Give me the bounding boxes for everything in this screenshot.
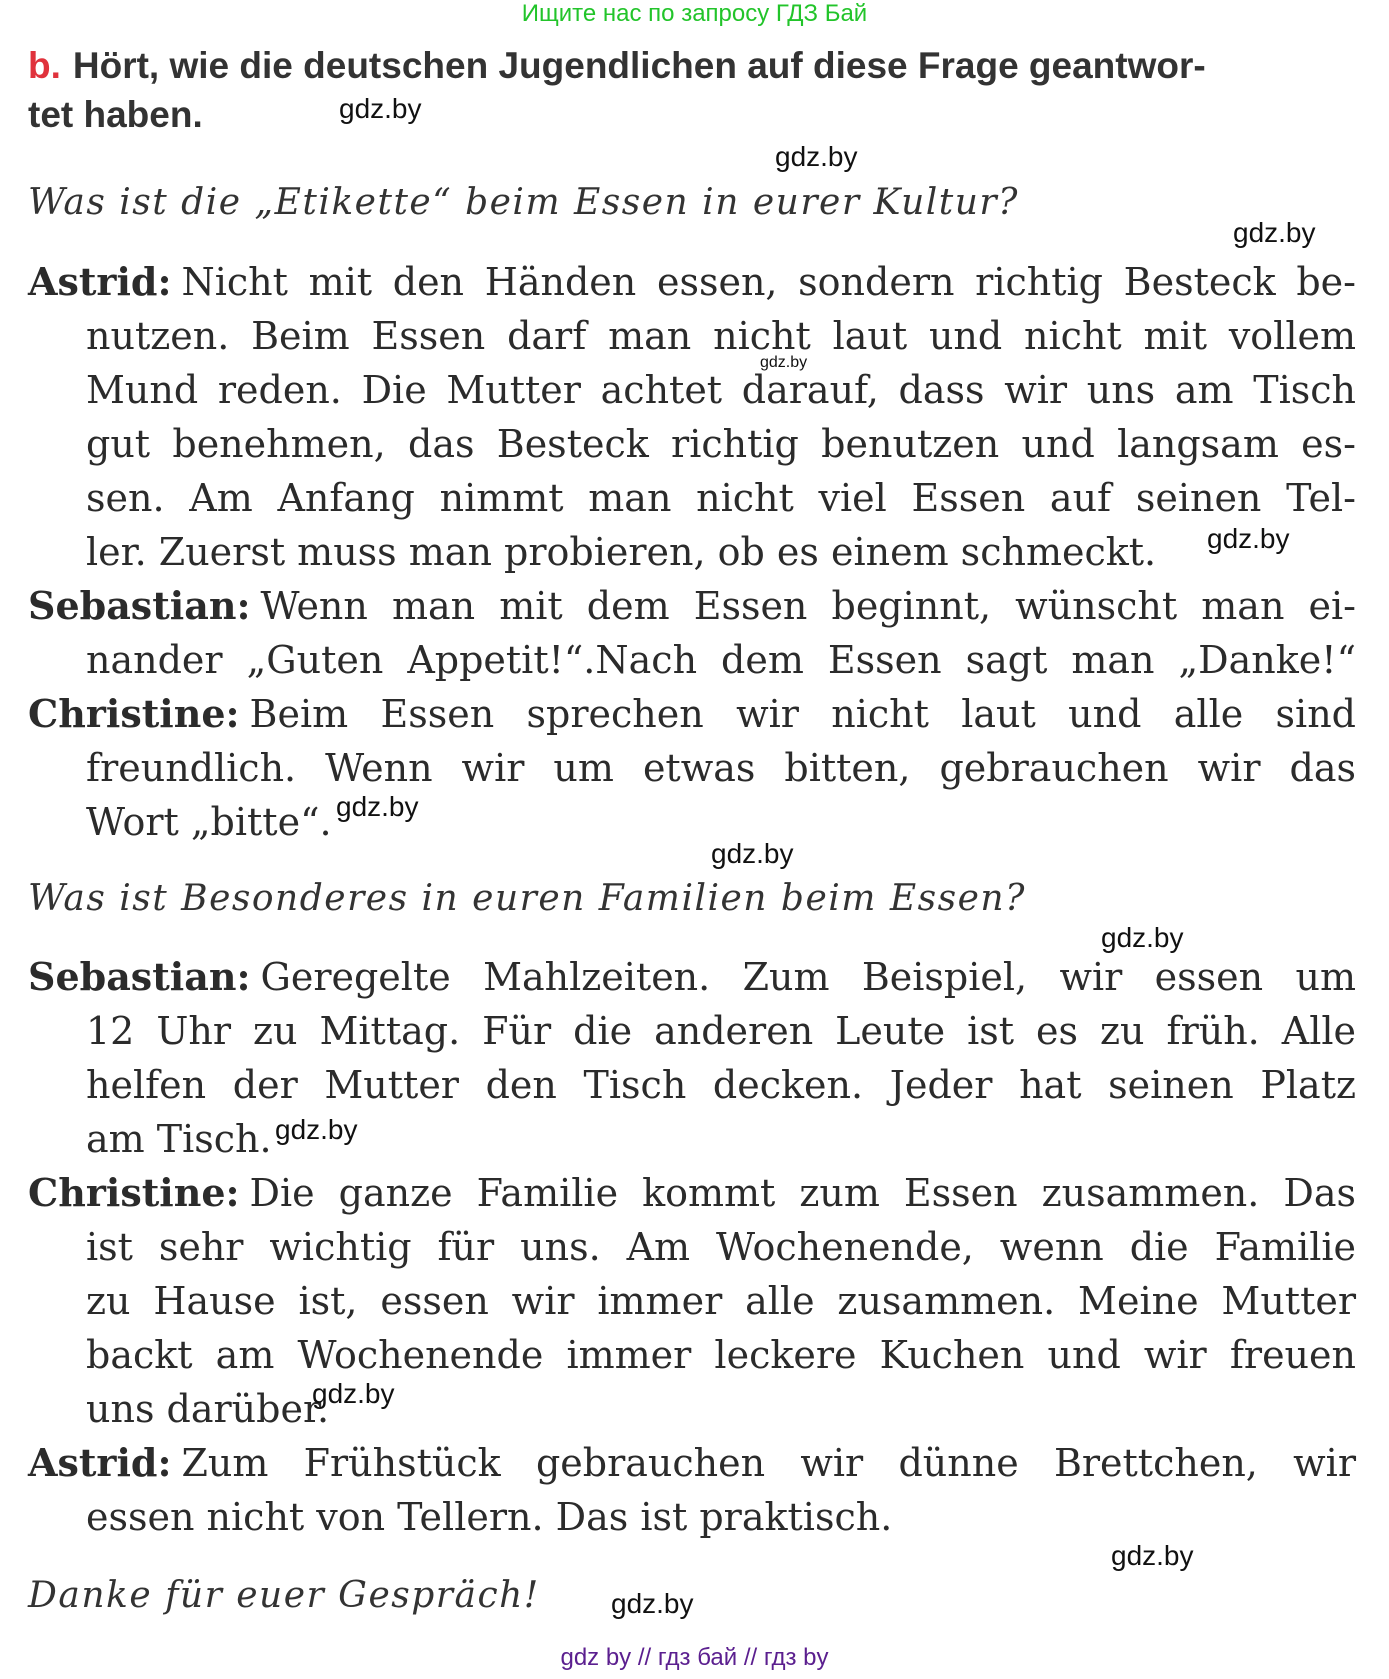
answer-line: nander „Guten Appetit!“.Nach dem Essen sagt man „Danke!“ xyxy=(86,638,1356,682)
answer-first-line xyxy=(28,688,1356,740)
watermark: gdz.by xyxy=(339,93,422,124)
answer-text: Geregelte Mahlzeiten. Zum Beispiel, wir essen um xyxy=(260,955,1356,999)
answer-first-line xyxy=(28,951,1356,1003)
watermark: gdz.by xyxy=(611,1588,694,1619)
question: Was ist Besonderes in euren Familien beim Essen? xyxy=(28,878,1026,919)
answer-line: Mund reden. Die Mutter achtet darauf, dass wir uns am Tisch xyxy=(86,368,1356,412)
watermark: gdz.by xyxy=(775,141,858,172)
answer-line: helfen der Mutter den Tisch decken. Jeder hat seinen Platz xyxy=(86,1063,1356,1107)
answer-line: freundlich. Wenn wir um etwas bitten, gebrauchen wir das xyxy=(86,746,1356,790)
answer-line: nutzen. Beim Essen darf man nicht laut und nicht mit vollem xyxy=(86,314,1356,358)
answer-line: sen. Am Anfang nimmt man nicht viel Essen auf seinen Tel- xyxy=(86,476,1356,520)
closing-line: Danke für euer Gespräch! xyxy=(28,1575,540,1616)
watermark: gdz.by xyxy=(1207,523,1290,554)
speaker-name: Sebastian: xyxy=(28,583,251,628)
answer-line: 12 Uhr zu Mittag. Für die anderen Leute ist es zu früh. Alle xyxy=(86,1009,1356,1053)
watermark: gdz.by xyxy=(275,1114,358,1145)
watermark: gdz.by xyxy=(1111,1540,1194,1571)
watermark: gdz.by xyxy=(1233,217,1316,248)
task-title: Hört, wie die deutschen Jugendlichen auf diese Frage geantwor- xyxy=(72,45,1206,86)
answer-line: essen nicht von Tellern. Das ist praktisch. xyxy=(86,1495,893,1539)
watermark: gdz.by xyxy=(312,1378,395,1409)
footer-links: gdz by // гдз бай // гдз by xyxy=(560,1644,829,1671)
search-banner: Ищите нас по запросу ГДЗ Бай xyxy=(521,0,868,27)
question: Was ist die „Etikette“ beim Essen in eurer Kultur? xyxy=(28,182,1019,223)
speaker-name: Christine: xyxy=(28,691,240,736)
task-heading-line-1 xyxy=(28,44,1358,88)
watermark: gdz.by xyxy=(711,838,794,869)
answer-text: Nicht mit den Händen essen, sondern richtig Besteck be- xyxy=(181,260,1356,304)
answer-line: ler. Zuerst muss man probieren, ob es einem schmeckt. xyxy=(86,530,1157,574)
answer-text: Die ganze Familie kommt zum Essen zusammen. Das xyxy=(249,1171,1356,1215)
answer-text: Beim Essen sprechen wir nicht laut und alle sind xyxy=(249,692,1356,736)
watermark: gdz.by xyxy=(336,791,419,822)
answer-first-line xyxy=(28,256,1356,308)
answer-first-line xyxy=(28,1437,1356,1489)
answer-line: zu Hause ist, essen wir immer alle zusammen. Meine Mutter xyxy=(86,1279,1356,1323)
answer-line: Wort „bitte“. xyxy=(86,800,332,844)
answer-first-line xyxy=(28,580,1356,632)
speaker-name: Christine: xyxy=(28,1170,240,1215)
task-letter: b. xyxy=(28,45,61,86)
watermark: gdz.by xyxy=(760,354,808,371)
answer-line: am Tisch. xyxy=(86,1117,272,1161)
answer-line: gut benehmen, das Besteck richtig benutzen und langsam es- xyxy=(86,422,1356,466)
answer-first-line xyxy=(28,1167,1356,1219)
speaker-name: Astrid: xyxy=(28,259,172,304)
task-heading-line-2: tet haben. xyxy=(28,94,203,135)
watermark: gdz.by xyxy=(1101,922,1184,953)
answer-text: Zum Frühstück gebrauchen wir dünne Brettchen, wir xyxy=(181,1441,1356,1485)
answer-line: uns darüber. xyxy=(86,1387,330,1431)
speaker-name: Astrid: xyxy=(28,1440,172,1485)
answer-text: Wenn man mit dem Essen beginnt, wünscht man ei- xyxy=(260,584,1356,628)
speaker-name: Sebastian: xyxy=(28,954,251,999)
answer-line: backt am Wochenende immer leckere Kuchen und wir freuen xyxy=(86,1333,1356,1377)
answer-line: ist sehr wichtig für uns. Am Wochenende, wenn die Familie xyxy=(86,1225,1356,1269)
